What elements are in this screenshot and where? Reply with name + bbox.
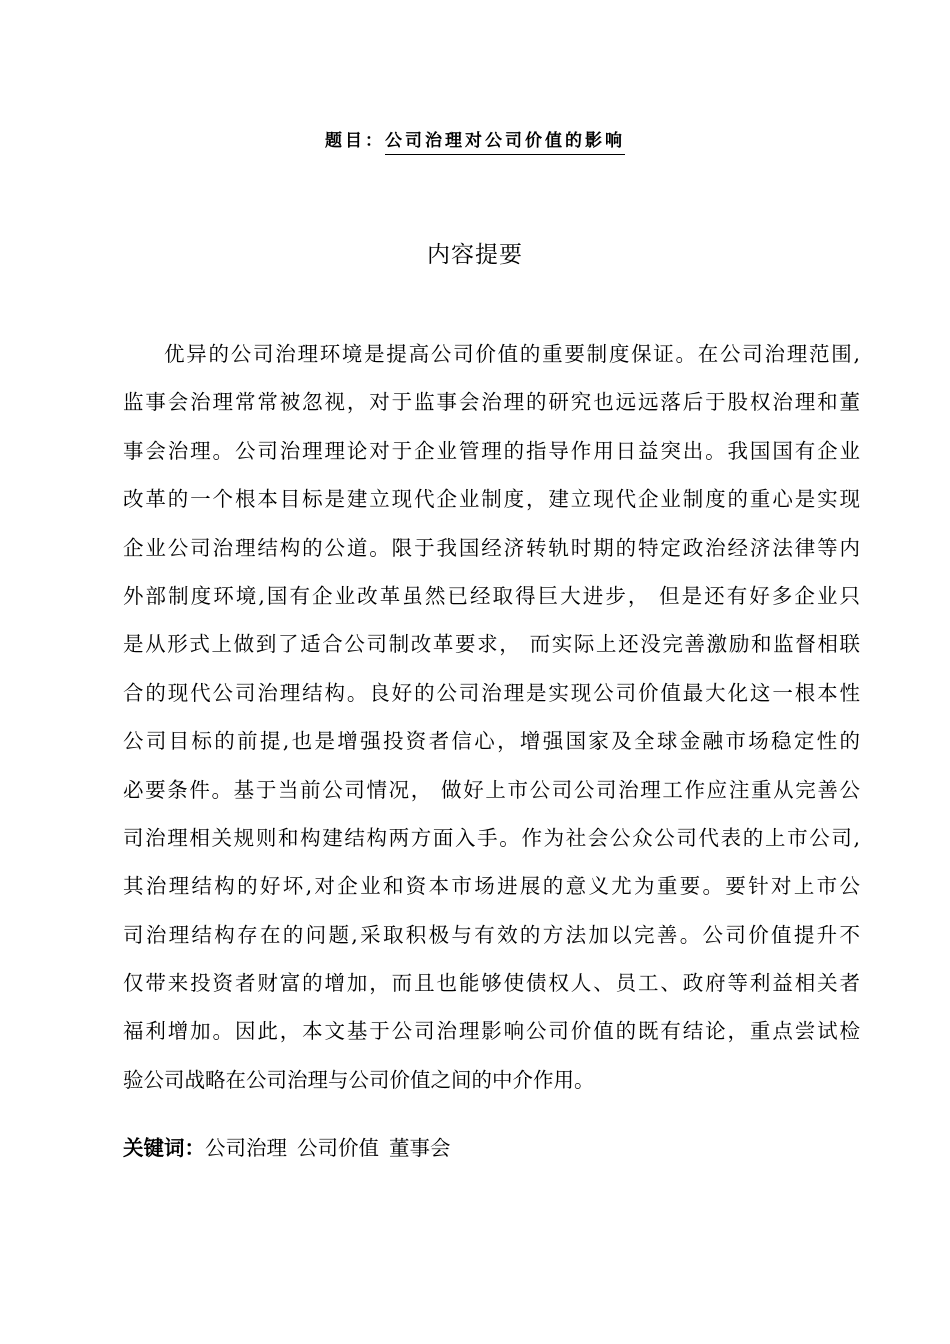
abstract-heading: 内容提要	[427, 242, 523, 268]
abstract-line: 公司目标的前提,也是增强投资者信心，增强国家及全球金融市场稳定性的	[123, 729, 860, 754]
title-value: 公司治理对公司价值的影响	[385, 131, 625, 155]
abstract-line: 合的现代公司治理结构。良好的公司治理是实现公司价值最大化这一根本性	[123, 680, 860, 705]
thesis-title	[0, 126, 950, 151]
keywords	[123, 1128, 461, 1168]
abstract-line: 企业公司治理结构的公道。限于我国经济转轨时期的特定政治经济法律等内	[123, 535, 860, 560]
keywords-label: 关键词：	[123, 1136, 205, 1160]
keyword-item: 公司治理	[205, 1136, 287, 1160]
keyword-item: 公司价值	[297, 1136, 379, 1160]
keyword-item: 董事会	[389, 1136, 451, 1160]
title-label: 题目：	[325, 131, 385, 151]
abstract-body	[123, 334, 860, 1108]
abstract-line: 事会治理。公司治理理论对于企业管理的指导作用日益突出。我国国有企业	[123, 438, 860, 463]
abstract-line: 必要条件。基于当前公司情况， 做好上市公司公司治理工作应注重从完善公	[123, 777, 860, 802]
abstract-line: 福利增加。因此，本文基于公司治理影响公司价值的既有结论，重点尝试检	[123, 1019, 860, 1044]
abstract-line: 外部制度环境,国有企业改革虽然已经取得巨大进步， 但是还有好多企业只	[123, 583, 860, 608]
abstract-line: 是从形式上做到了适合公司制改革要求， 而实际上还没完善激励和监督相联	[123, 632, 860, 657]
abstract-line: 司治理相关规则和构建结构两方面入手。作为社会公众公司代表的上市公司,	[123, 825, 860, 850]
abstract-line: 监事会治理常常被忽视，对于监事会治理的研究也远远落后于股权治理和董	[123, 390, 860, 415]
abstract-line: 验公司战略在公司治理与公司价值之间的中介作用。	[123, 1067, 595, 1092]
abstract-line: 仅带来投资者财富的增加，而且也能够使债权人、员工、政府等利益相关者	[123, 971, 860, 996]
abstract-line: 优异的公司治理环境是提高公司价值的重要制度保证。在公司治理范围,	[164, 342, 860, 366]
abstract-line: 司治理结构存在的问题,采取积极与有效的方法加以完善。公司价值提升不	[123, 922, 860, 947]
abstract-line: 其治理结构的好坏,对企业和资本市场进展的意义尤为重要。要针对上市公	[123, 874, 860, 899]
abstract-line: 改革的一个根本目标是建立现代企业制度，建立现代企业制度的重心是实现	[123, 487, 860, 512]
